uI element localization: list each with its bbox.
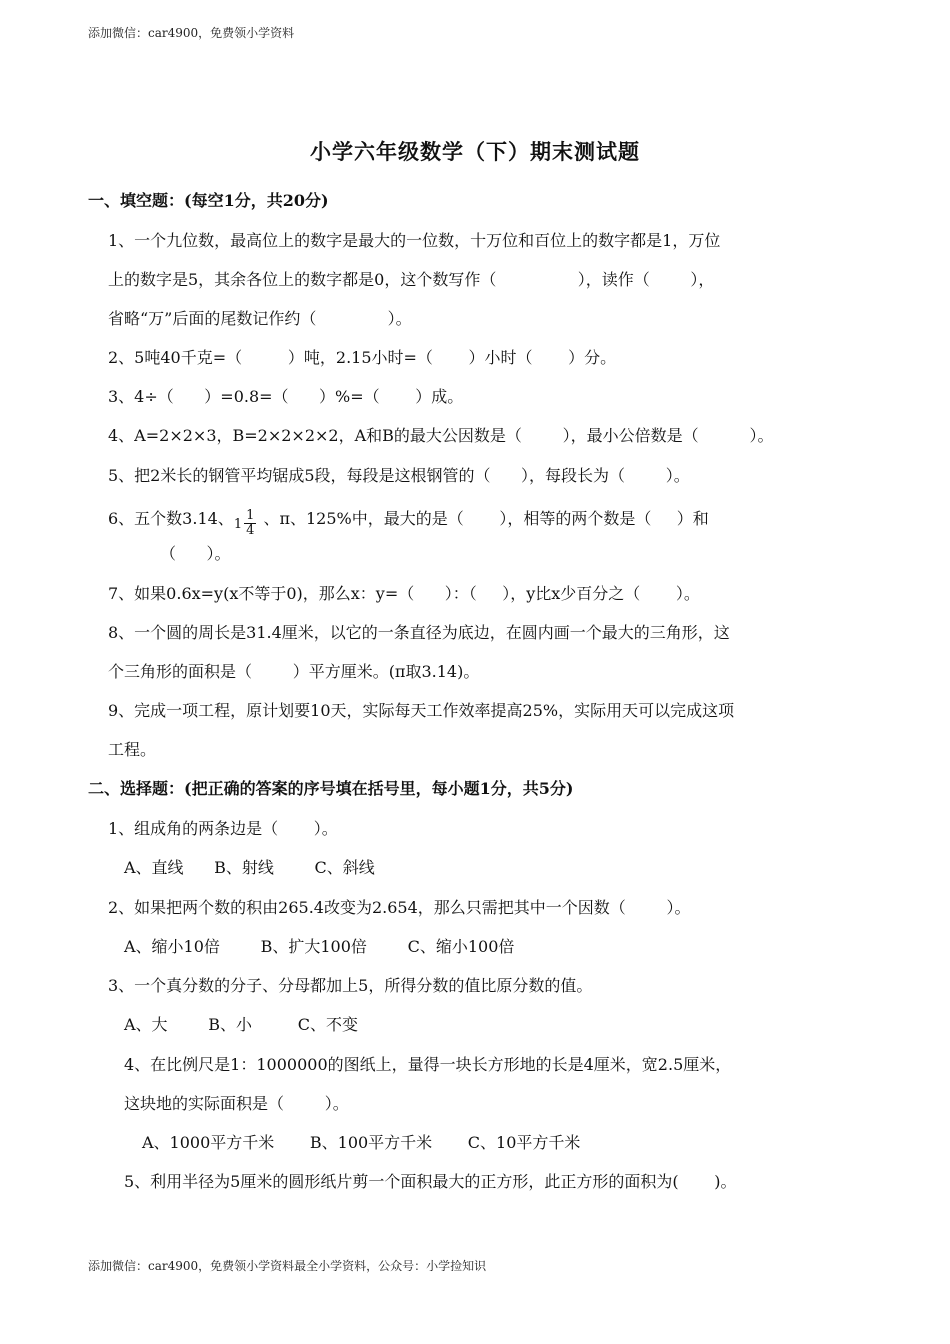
- choice-question-2-options: A、缩小10倍 B、扩大100倍 C、缩小100倍: [124, 937, 515, 956]
- mixed-number-whole: 1: [233, 517, 243, 532]
- fraction-numerator: 1: [246, 508, 255, 523]
- choice-question-4-options: A、1000平方千米 B、100平方千米 C、10平方千米: [142, 1133, 581, 1152]
- section-1-heading: 一、填空题：(每空1分，共20分): [88, 191, 329, 210]
- question-9-line-2: 工程。: [108, 740, 157, 759]
- question-1-line-2: 上的数字是5，其余各位上的数字都是0，这个数写作（ ），读作（ ），: [108, 270, 715, 289]
- question-1-line-3: 省略“万”后面的尾数记作约（ ）。: [108, 309, 412, 328]
- question-3: 3、4÷（ ）=0.8=（ ）%=（ ）成。: [108, 387, 464, 406]
- choice-question-4-line-1: 4、在比例尺是1：1000000的图纸上，量得一块长方形地的长是4厘米，宽2.5厘米，: [124, 1055, 732, 1074]
- choice-question-1: 1、组成角的两条边是（ ）。: [108, 819, 338, 838]
- choice-question-4-line-2: 这块地的实际面积是（ ）。: [124, 1094, 349, 1113]
- fraction-one-quarter: [244, 509, 256, 538]
- question-8-line-2: 个三角形的面积是（ ）平方厘米。(π取3.14)。: [108, 662, 480, 681]
- question-7: 7、如果0.6x=y(x不等于0)，那么x：y=（ ）：（ ），y比x少百分之（ ）。: [108, 584, 700, 603]
- question-2: 2、5吨40千克=（ ）吨，2.15小时=（ ）小时（ ）分。: [108, 348, 617, 367]
- question-6-text-b: 、π、125%中，最大的是（ ），相等的两个数是（ ）和: [258, 509, 709, 528]
- question-5: 5、把2米长的钢管平均锯成5段，每段是这根钢管的（ ），每段长为（ ）。: [108, 466, 690, 485]
- page-header-note: 添加微信：car4900，免费领小学资料: [88, 26, 295, 40]
- fraction-denominator: 4: [246, 523, 255, 538]
- choice-question-3-options: A、大 B、小 C、不变: [124, 1015, 359, 1034]
- question-9-line-1: 9、完成一项工程，原计划要10天，实际每天工作效率提高25%，实际用天可以完成这项: [108, 701, 735, 720]
- choice-question-2: 2、如果把两个数的积由265.4改变为2.654，那么只需把其中一个因数（ ）。: [108, 898, 691, 917]
- question-8-line-1: 8、一个圆的周长是31.4厘米，以它的一条直径为底边，在圆内画一个最大的三角形，这: [108, 623, 730, 642]
- choice-question-5: 5、利用半径为5厘米的圆形纸片剪一个面积最大的正方形，此正方形的面积为( )。: [124, 1172, 737, 1191]
- question-4: 4、A=2×2×3，B=2×2×2×2，A和B的最大公因数是（ ），最小公倍数是（ ）。: [108, 426, 774, 445]
- question-1-line-1: 1、一个九位数，最高位上的数字是最大的一位数，十万位和百位上的数字都是1，万位: [108, 231, 721, 250]
- page-title: 小学六年级数学（下）期末测试题: [310, 139, 640, 164]
- question-6-text-a: 6、五个数3.14、: [108, 509, 234, 528]
- question-6-line-2: （ ）。: [160, 544, 231, 563]
- question-6-line-1: [108, 505, 709, 538]
- page-footer-note: 添加微信：car4900，免费领小学资料最全小学资料，公众号：小学捡知识: [88, 1259, 487, 1273]
- section-2-heading: 二、选择题：(把正确的答案的序号填在括号里，每小题1分，共5分): [88, 779, 574, 798]
- choice-question-1-options: A、直线 B、射线 C、斜线: [124, 858, 375, 877]
- choice-question-3: 3、一个真分数的分子、分母都加上5，所得分数的值比原分数的值。: [108, 976, 593, 995]
